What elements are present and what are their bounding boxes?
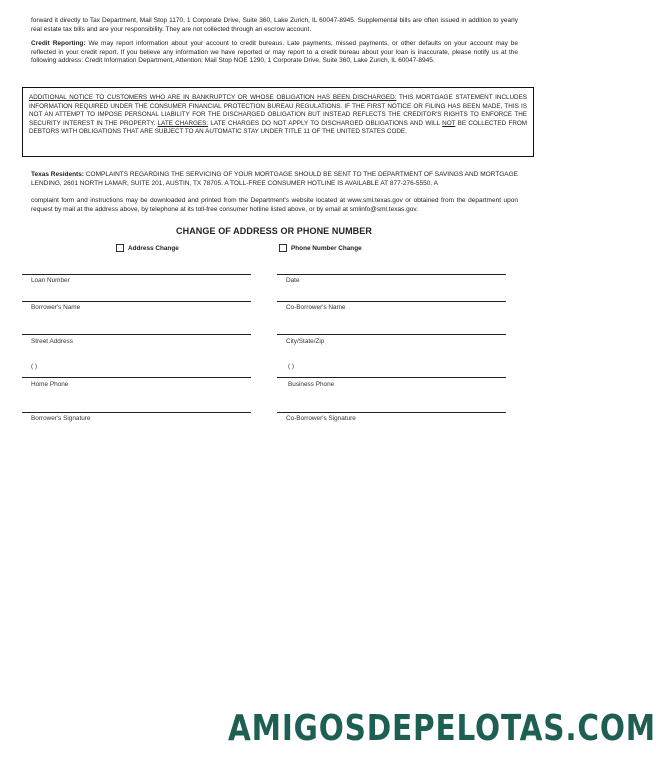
date-label: Date [286, 277, 300, 284]
street-address-label: Street Address [31, 338, 73, 345]
coborrower-name-label: Co-Borrower's Name [286, 304, 346, 311]
address-change-label: Address Change [128, 244, 179, 252]
notice-late-charges: LATE CHARGES: [157, 119, 209, 127]
intro-paragraph: forward it directly to Tax Department, Mail Stop 1170, 1 Corporate Drive, Suite 360, Lake Zurich, IL 60047-8945. Supplemental bills are often issued in addition to yearly real estate tax bills and are your responsibility. They are not collected through an escrow account. [31, 17, 518, 33]
address-change-option[interactable] [116, 244, 179, 252]
bankruptcy-notice-box [22, 87, 534, 157]
credit-reporting-text: We may report information about your account to credit bureaus. Late payments, missed payments, or other defaults on your account may be reflected in your credit report. If you believe any information we have reported or may report to a credit bureau about your loan is inaccurate, please notify us at the following address: Credit Information Department, Attention: Mail Stop NOE 1290, 1 Corporate Drive, Suite 360, Lake Zurich, IL 60047-8945. [31, 40, 518, 65]
notice-intro: ADDITIONAL NOTICE TO CUSTOMERS WHO ARE IN BANKRUPTCY OR WHOSE OBLIGATION HAS BEEN DISCHARGED: [29, 94, 397, 101]
watermark-logo: AMIGOSDEPELOTAS.COM [228, 708, 656, 749]
notice-body-3: BE COLLECTED FROM DEBTORS WITH OBLIGATIONS THAT ARE SUBJECT TO AN AUTOMATIC STAY UNDER TITLE 11 OF THE UNITED STATES CODE. [29, 119, 528, 136]
borrower-signature-label: Borrower's Signature [31, 415, 91, 422]
texas-text-2: complaint form and instructions may be downloaded and printed from the Department's website located at www.sml.texas.gov or obtained from the department upon request by mail at the address above, by telephone at its toll-free consumer hotline listed above, or by email at smlinfo@sml.texas.gov. [31, 197, 518, 213]
coborrower-name-line[interactable] [277, 301, 506, 302]
business-phone-label: Business Phone [288, 381, 335, 388]
home-phone-label: Home Phone [31, 381, 69, 388]
coborrower-signature-label: Co-Borrower's Signature [286, 415, 356, 422]
city-state-zip-line[interactable] [277, 334, 506, 335]
city-state-zip-label: City/State/Zip [286, 338, 325, 345]
business-phone-area-code: ( ) [288, 363, 295, 370]
credit-reporting-heading: Credit Reporting: [31, 40, 86, 47]
bankruptcy-notice-text [29, 94, 527, 137]
texas-residents-paragraph [31, 171, 518, 188]
street-address-line[interactable] [22, 334, 251, 335]
home-phone-line[interactable] [22, 377, 251, 378]
notice-body-1: THIS MORTGAGE STATEMENT INCLUDES INFORMATION REQUIRED UNDER THE CONSUMER FINANCIAL PROTECTION BUREAU REGULATIONS. IF THE FIRST NOTICE OR FILING HAS BEEN MADE, THIS IS NOT AN ATTEMPT TO IMPOSE PERSONAL LIABILITY FOR THE DISCHARGED OBLIGATION BUT INSTEAD REFLECTS THE CREDITOR'S RIGHTS TO ENFORCE THE SECURITY INTEREST IN THE PROPERTY. [29, 94, 527, 127]
date-line[interactable] [277, 274, 506, 275]
loan-number-label: Loan Number [31, 277, 70, 284]
form-title: CHANGE OF ADDRESS OR PHONE NUMBER [176, 226, 372, 236]
borrower-name-label: Borrower's Name [31, 304, 81, 311]
home-phone-area-code: ( ) [31, 363, 38, 370]
notice-not-word: NOT [442, 119, 456, 127]
borrower-signature-line[interactable] [22, 412, 251, 413]
phone-change-option[interactable] [279, 244, 362, 252]
notice-body-2: LATE CHARGES DO NOT APPLY TO DISCHARGED OBLIGATIONS AND WILL [208, 119, 443, 127]
borrower-name-line[interactable] [22, 301, 251, 302]
business-phone-line[interactable] [277, 377, 506, 378]
texas-heading: Texas Residents: [31, 171, 85, 178]
loan-number-line[interactable] [22, 274, 251, 275]
credit-reporting-paragraph [31, 40, 518, 66]
coborrower-signature-line[interactable] [277, 412, 506, 413]
address-change-checkbox[interactable] [116, 244, 124, 252]
phone-change-label: Phone Number Change [291, 244, 362, 252]
phone-change-checkbox[interactable] [279, 244, 287, 252]
texas-text-1: COMPLAINTS REGARDING THE SERVICING OF YOUR MORTGAGE SHOULD BE SENT TO THE DEPARTMENT OF SAVINGS AND MORTGAGE LENDING, 2601 NORTH LAMAR, SUITE 201, AUSTIN, TX 78705. A TOLL-FREE CONSUMER HOTLINE IS AVAILABLE AT 877-276-5550. A [31, 171, 518, 187]
